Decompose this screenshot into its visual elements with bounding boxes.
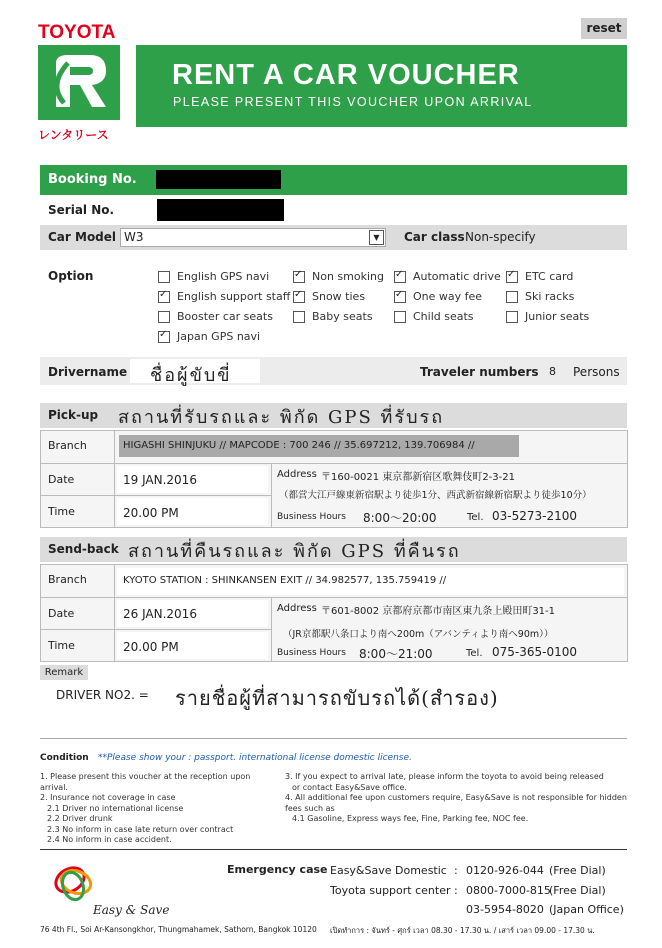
contact-note: (Japan Office) [549, 903, 624, 916]
contact-note: (Free Dial) [549, 883, 606, 897]
voucher-title: RENT A CAR VOUCHER [172, 59, 520, 91]
condition-item: 2.1 Driver no international license [47, 803, 184, 813]
pickup-address-note: （都営大江戸線東新宿駅より徒歩1分、西武新宿線新宿駅より徒歩10分） [279, 490, 592, 501]
sendback-branch-value: KYOTO STATION : SHINKANSEN EXIT // 34.982577, 135.759419 // [123, 575, 447, 586]
sendback-tel-label: Tel. [466, 648, 483, 659]
pickup-date-field[interactable] [117, 466, 268, 493]
condition-item: 4.1 Gasoline, Express ways fee, Fine, Parking fee, NOC fee. [292, 814, 529, 823]
sendback-tel-value: 075-365-0100 [492, 645, 578, 659]
contact-row [330, 881, 630, 901]
option-checkbox[interactable] [158, 291, 170, 303]
option-checkbox[interactable] [394, 311, 406, 323]
option-label: English support staff [177, 290, 291, 303]
contact-name: Toyota support center [330, 883, 451, 897]
pickup-grid [40, 430, 628, 528]
option-checkbox[interactable] [158, 271, 170, 283]
contact-number[interactable]: 03-5954-8020 [466, 903, 544, 916]
sendback-time-field[interactable] [117, 632, 268, 659]
option-checkbox[interactable] [293, 271, 305, 283]
brand-subtitle: レンタリース [38, 128, 109, 142]
condition-left [40, 772, 280, 846]
divider [40, 738, 627, 739]
pickup-hours-value: 8:00～20:00 [363, 511, 437, 525]
condition-item: 2.4 No inform in case accident. [47, 835, 172, 844]
sendback-address-value: 〒601-8002 京都府京都市南区東九条上殿田町31-1 [321, 606, 556, 617]
easy-save-logo-text: Easy & Save [93, 903, 170, 917]
sendback-hours-label: Business Hours [277, 648, 346, 658]
contact-sep: : [454, 883, 458, 897]
option-label: One way fee [413, 290, 483, 303]
driver-name-value: ชื่อผู้ขับขี่ [150, 365, 232, 386]
pickup-section [40, 403, 627, 527]
contact-sep: : [454, 864, 458, 877]
condition-note: **Please show your : passport. international license domestic license. [98, 753, 412, 763]
option-label: Child seats [413, 310, 474, 323]
pickup-branch-field[interactable] [119, 435, 519, 457]
easy-save-logo-icon [48, 858, 108, 908]
toyota-logo-icon [38, 45, 120, 120]
pickup-date-value: 19 JAN.2016 [123, 473, 197, 487]
sendback-date-field[interactable] [117, 600, 268, 627]
sendback-time-value: 20.00 PM [123, 640, 179, 654]
contact-note: (Free Dial) [549, 864, 606, 877]
driver-name-field[interactable] [130, 359, 260, 386]
booking-label: Booking No. [48, 172, 137, 187]
option-label: Snow ties [312, 290, 366, 303]
option-label: English GPS navi [177, 270, 270, 283]
option-checkbox[interactable] [506, 311, 518, 323]
office-hours: เปิดทำการ : จันทร์ - ศุกร์ เวลา 08.30 - 17.30 น. / เสาร์ เวลา 09.00 - 17.30 น. [330, 926, 595, 935]
sendback-branch-field[interactable] [117, 568, 624, 595]
sendback-hours-value: 8:00～21:00 [359, 647, 433, 661]
option-checkbox[interactable] [506, 271, 518, 283]
option-label: Automatic drive [413, 270, 501, 283]
chevron-down-icon[interactable]: ▼ [369, 230, 384, 245]
car-class-label: Car class [404, 230, 465, 244]
pickup-heading: สถานที่รับรถและ พิกัด GPS ที่รับรถ [118, 407, 445, 428]
sendback-address-note: （JR京都駅八条口より南へ200m（アバンティより南へ90m）） [283, 629, 554, 640]
condition-item: 1. Please present this voucher at the reception upon arrival. [40, 772, 251, 792]
pickup-time-value: 20.00 PM [123, 506, 179, 520]
sendback-section [40, 537, 627, 661]
sendback-header [40, 537, 627, 562]
option-label: Booster car seats [177, 310, 273, 323]
condition-item: 2.3 No inform in case late return over contract [47, 824, 234, 834]
reset-button[interactable]: reset [581, 18, 627, 39]
car-class-value: Non-specify [465, 230, 536, 244]
option-label: ETC card [525, 270, 574, 283]
option-checkbox[interactable] [394, 271, 406, 283]
remark-value: รายชื่อผู้ที่สามารถขับรถได้(สำรอง) [175, 686, 499, 710]
contact-number[interactable]: 0800-7000-815 [466, 883, 551, 897]
pickup-header [40, 403, 627, 428]
pickup-branch-value: HIGASHI SHINJUKU // MAPCODE : 700 246 // 35.697212, 139.706984 // [123, 440, 475, 451]
option-checkbox[interactable] [158, 331, 170, 343]
contacts [330, 861, 630, 920]
option-checkbox[interactable] [158, 311, 170, 323]
option-label: Japan GPS navi [177, 330, 261, 343]
option-checkbox[interactable] [293, 291, 305, 303]
option-checkbox[interactable] [293, 311, 305, 323]
pickup-branch-label: Branch [48, 439, 87, 452]
option-label: Non smoking [312, 270, 384, 283]
sendback-time-label: Time [48, 639, 75, 652]
car-model-select[interactable] [120, 228, 386, 247]
voucher-subtitle: PLEASE PRESENT THIS VOUCHER UPON ARRIVAL [173, 95, 533, 109]
option-label: Ski racks [525, 290, 575, 303]
traveler-count: 8 [549, 365, 556, 378]
booking-row [40, 165, 627, 195]
traveler-unit: Persons [573, 365, 620, 379]
car-model-row [40, 225, 627, 250]
divider [40, 849, 627, 850]
sendback-grid [40, 564, 628, 662]
toyota-wordmark: TOYOTA [38, 22, 116, 43]
condition-item: 4. All additional fee upon customers require, Easy&Save is not responsible for hidden fees such as [285, 793, 627, 813]
driver-label: Drivername [48, 365, 128, 379]
voucher-banner [136, 45, 627, 127]
condition-item: or contact Easy&Save office. [292, 782, 407, 792]
serial-label: Serial No. [48, 203, 115, 217]
traveler-label: Traveler numbers [420, 365, 539, 379]
car-model-label: Car Model [48, 230, 117, 244]
pickup-time-label: Time [48, 505, 75, 518]
option-checkbox[interactable] [506, 291, 518, 303]
sendback-date-value: 26 JAN.2016 [123, 607, 197, 621]
remark-prefix: DRIVER NO2. = [56, 688, 149, 702]
car-model-value: W3 [124, 230, 144, 244]
driver-row [40, 357, 627, 385]
contact-number[interactable]: 0120-926-044 [466, 864, 544, 877]
sendback-address-label: Address [277, 603, 317, 614]
option-checkbox[interactable] [394, 291, 406, 303]
option-label: Junior seats [525, 310, 590, 323]
condition-item: 2.2 Driver drunk [47, 814, 113, 823]
pickup-hours-label: Business Hours [277, 512, 346, 522]
contact-name: Easy&Save Domestic [330, 864, 447, 877]
pickup-label: Pick-up [48, 408, 99, 422]
condition-item: 3. If you expect to arrival late, please inform the toyota to avoid being released [285, 772, 604, 781]
contact-row [330, 861, 630, 881]
emergency-label: Emergency case [227, 863, 328, 876]
option-label: Baby seats [312, 310, 373, 323]
company-address: 76 4th Fl., Soi Ar-Kansongkhor, Thungmahamek, Sathorn, Bangkok 10120 [40, 925, 317, 934]
pickup-time-field[interactable] [117, 498, 268, 525]
contact-row [330, 900, 630, 920]
condition-label: Condition [40, 753, 89, 763]
sendback-date-label: Date [48, 607, 75, 620]
option-label: Option [48, 269, 94, 283]
sendback-label: Send-back [48, 542, 119, 556]
sendback-branch-label: Branch [48, 573, 87, 586]
condition-right [285, 772, 627, 825]
remark-label: Remark [40, 665, 88, 680]
condition-item: 2. Insurance not coverage in case [40, 793, 176, 802]
sendback-heading: สถานที่คืนรถและ พิกัด GPS ที่คืนรถ [128, 541, 461, 562]
pickup-tel-label: Tel. [467, 512, 484, 523]
booking-redacted [156, 170, 281, 189]
pickup-date-label: Date [48, 473, 75, 486]
pickup-address-value: 〒160-0021 東京都新宿区歌舞伎町2-3-21 [321, 472, 515, 483]
serial-redacted [157, 199, 284, 221]
pickup-tel-value: 03-5273-2100 [492, 509, 578, 523]
pickup-address-label: Address [277, 469, 317, 480]
